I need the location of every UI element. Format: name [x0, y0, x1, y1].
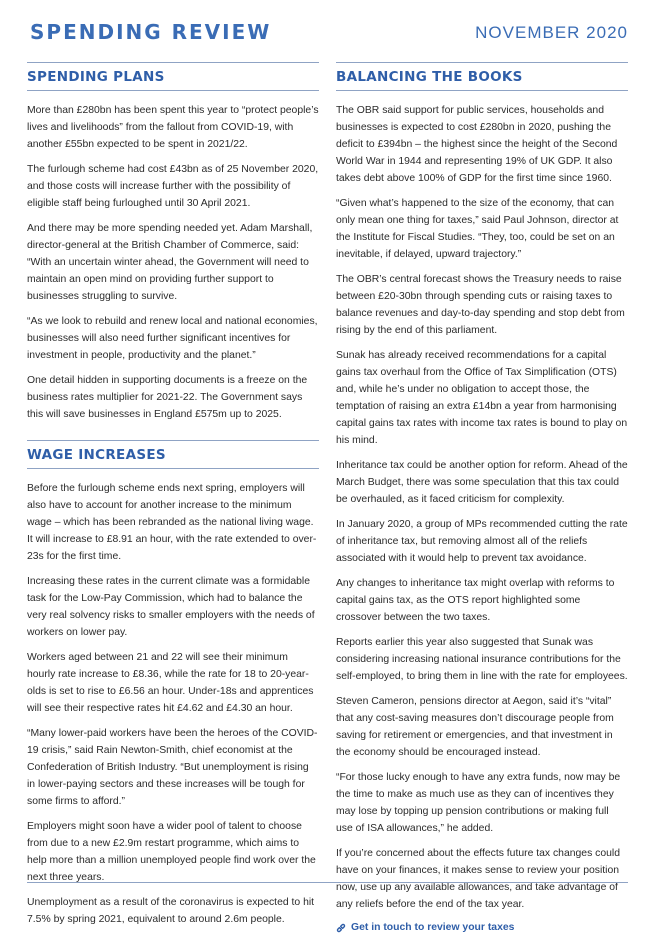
- paragraph: Before the furlough scheme ends next spring, employers will also have to account for another increase to the minimum wage – which has been rebranded as the national living wage. It will increase to £8.91 an hour, with the rate extended to over-23s for the first time.: [27, 483, 317, 562]
- paragraph: Reports earlier this year also suggested that Sunak was considering increasing national insurance contributions for the self-employed, to bring them in line with the rate for employees.: [336, 637, 628, 682]
- paragraph: Sunak has already received recommendations for a capital gains tax overhaul from the Office of Tax Simplification (OTS) and, while he’s under no obligation to accept those, the temptation of raising an extra £14bn a year from harmonising capital gains tax rates with income tax rates is bound to play on his mind.: [336, 350, 628, 446]
- section-title-wage-increases: WAGE INCREASES: [27, 440, 319, 469]
- paragraph: “Given what’s happened to the size of the economy, that can only mean one thing for taxes,” said Paul Johnson, director at the Institute for Fiscal Studies. “They, too, could be set on an inevitable, if delayed, upward trajectory.”: [336, 198, 619, 260]
- paragraph: Increasing these rates in the current climate was a formidable task for the Low-Pay Commission, which had to balance the very real solvency risks to smaller employers with the needs of workers on lower pay.: [27, 576, 315, 638]
- page-title: SPENDING REVIEW: [30, 20, 272, 44]
- paragraph: Steven Cameron, pensions director at Aegon, said it’s “vital” that any cost-saving measures don’t discourage people from saving for retirement or emergencies, and that investment in the economy should be encouraged instead.: [336, 696, 614, 758]
- section-title-spending-plans: SPENDING PLANS: [27, 62, 319, 91]
- paragraph: Any changes to inheritance tax might overlap with reforms to capital gains tax, as the OTS report highlighted some crossover between the two taxes.: [336, 578, 615, 623]
- paragraph: The furlough scheme had cost £43bn as of 25 November 2020, and those costs will increase further with the possibility of eligible staff being furloughed until 30 April 2021.: [27, 164, 319, 209]
- link-icon: [336, 923, 346, 933]
- paragraph: And there may be more spending needed yet. Adam Marshall, director-general at the British Chamber of Commerce, said: “With an uncertain winter ahead, the Government will need to maintain an open mind on providing further support to businesses struggling to survive.: [27, 223, 313, 302]
- review-taxes-link[interactable]: [336, 922, 628, 933]
- paragraph: More than £280bn has been spent this year to “protect people’s lives and livelihoods” from the fallout from COVID-19, with another £55bn expected to be spent in 2021/22.: [27, 105, 319, 150]
- paragraph: Unemployment as a result of the coronavirus is expected to hit 7.5% by spring 2021, equivalent to around 2.6m people.: [27, 897, 315, 925]
- paragraph: “Many lower-paid workers have been the heroes of the COVID-19 crisis,” said Rain Newton-Smith, chief economist at the Confederation of British Industry. “But unemployment is rising in lower-paying sectors and these increases will be tough for some firms to afford.”: [27, 728, 318, 807]
- right-column: [336, 62, 628, 933]
- paragraph: “For those lucky enough to have any extra funds, now may be the time to make as much use as they can of incentives they may lose by topping up pension contributions or making full use of ISA allowances,” he added.: [336, 772, 621, 834]
- paragraph: “As we look to rebuild and renew local and national economies, businesses will also need further significant incentives for investment in people, productivity and the planet.”: [27, 316, 318, 361]
- review-taxes-label: Get in touch to review your taxes: [351, 922, 515, 933]
- paragraph: The OBR’s central forecast shows the Treasury needs to raise between £20-30bn through spending cuts or raising taxes to balance revenues and day-to-day spending and stop debt from rising by the end of this parliament.: [336, 274, 625, 336]
- footer-divider: [27, 882, 628, 883]
- wage-increases-section: [27, 440, 319, 928]
- paragraph: In January 2020, a group of MPs recommended cutting the rate of inheritance tax, but removing almost all of the reliefs associated with it would help to prevent tax avoidance.: [336, 519, 628, 564]
- page-header: [30, 20, 628, 50]
- issue-date: NOVEMBER 2020: [475, 23, 628, 42]
- spending-plans-section: [27, 62, 319, 423]
- balancing-the-books-section: [336, 62, 628, 933]
- paragraph: If you’re concerned about the effects future tax changes could have on your finances, it makes sense to review your position now, use up any available allowances, and take advantage of any reliefs before the end of the tax year.: [336, 848, 621, 910]
- paragraph: Inheritance tax could be another option for reform. Ahead of the March Budget, there was some speculation that this tax could be overhauled, as it faced criticism for complexity.: [336, 460, 628, 505]
- paragraph: Workers aged between 21 and 22 will see their minimum hourly rate increase to £8.36, while the rate for 18 to 20-year-olds is set to rise to £6.56 an hour. Under-18s and apprentices will see their respective rates hit £4.62 and £4.30 an hour.: [27, 652, 314, 714]
- paragraph: One detail hidden in supporting documents is a freeze on the business rates multiplier for 2021-22. The Government says this will save businesses in England £575m up to 2025.: [27, 375, 308, 420]
- paragraph: The OBR said support for public services, households and businesses is expected to cost £280bn in 2020, pushing the deficit to £394bn – the highest since the height of the Second World War in 1944 and representing 19% of UK GDP. It also takes debt above 100% of GDP for the first time since 1960.: [336, 105, 618, 184]
- section-title-balancing-the-books: BALANCING THE BOOKS: [336, 62, 628, 91]
- left-column: [27, 62, 319, 928]
- paragraph: Employers might soon have a wider pool of talent to choose from due to a new £2.9m restart programme, which aims to help more than a million unemployed people find work over the next three years.: [27, 821, 316, 883]
